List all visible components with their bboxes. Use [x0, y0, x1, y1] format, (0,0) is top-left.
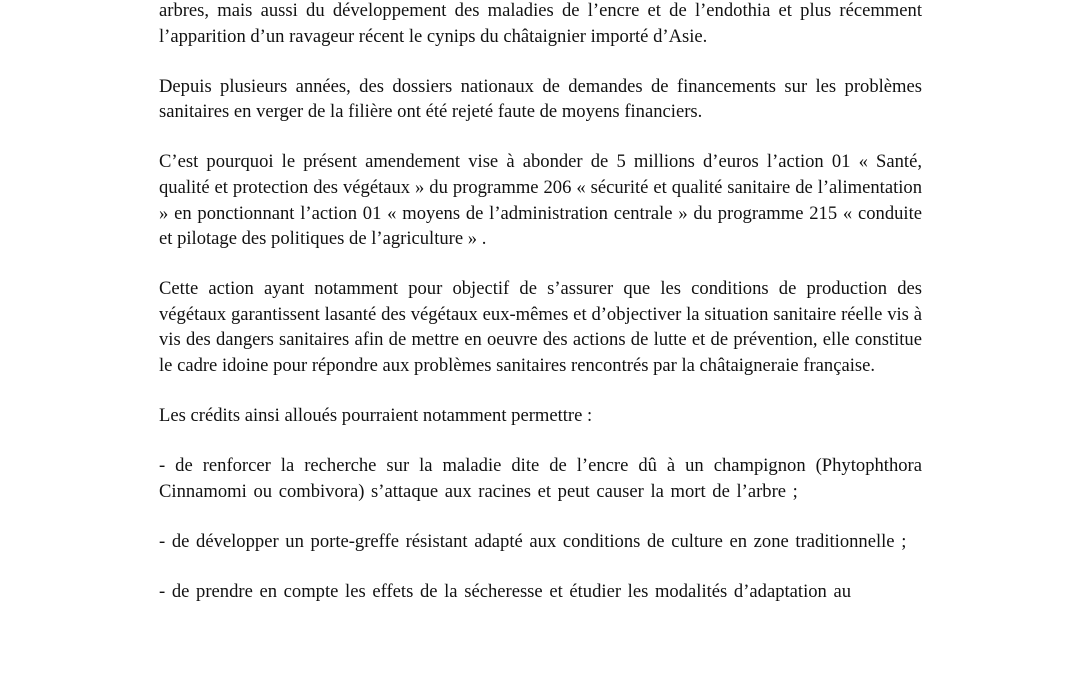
- paragraph-credits-intro: Les crédits ainsi alloués pourraient notamment permettre :: [159, 405, 593, 427]
- paragraph-amendment-purpose: C’est pourquoi le présent amendement vise à abonder de 5 millions d’euros l’action 01 « Santé, qualité et protection des végétaux » du programme 206 « sécurité et qualité sanitaire de l’alimentation » en ponctionnant l’action 01 « moyens de l’administration centrale » du programme 215 « conduite et pilotage des politiques de l’agriculture » .: [159, 151, 922, 250]
- list-item-drought: - de prendre en compte les effets de la sécheresse et étudier les modalités d’adaptation au: [159, 581, 852, 602]
- document-body: [159, 0, 922, 629]
- list-item-rootstock: - de développer un porte-greffe résistant adapté aux conditions de culture en zone traditionnelle ;: [159, 530, 907, 552]
- paragraph-action-objective: Cette action ayant notamment pour objectif de s’assurer que les conditions de production des végétaux garantissent lasanté des végétaux eux-mêmes et d’objectiver la situation sanitaire réelle vis à vis des dangers sanitaires afin de mettre en oeuvre des actions de lutte et de prévention, elle constitue le cadre idoine pour répondre aux problèmes sanitaires rencontrés par la châtaigneraie française.: [159, 278, 922, 377]
- paragraph-funding-rejected: Depuis plusieurs années, des dossiers nationaux de demandes de financements sur les problèmes sanitaires en verger de la filière ont été rejeté faute de moyens financiers.: [159, 75, 922, 123]
- list-item-ink-disease-research: - de renforcer la recherche sur la maladie dite de l’encre dû à un champignon (Phytophthora Cinnamomi ou combivora) s’attaque aux racines et peut causer la mort de l’arbre ;: [159, 455, 922, 502]
- paragraph-disease-context: arbres, mais aussi du développement des maladies de l’encre et de l’endothia et plus récemment l’apparition d’un ravageur récent le cynips du châtaignier importé d’Asie.: [159, 0, 922, 47]
